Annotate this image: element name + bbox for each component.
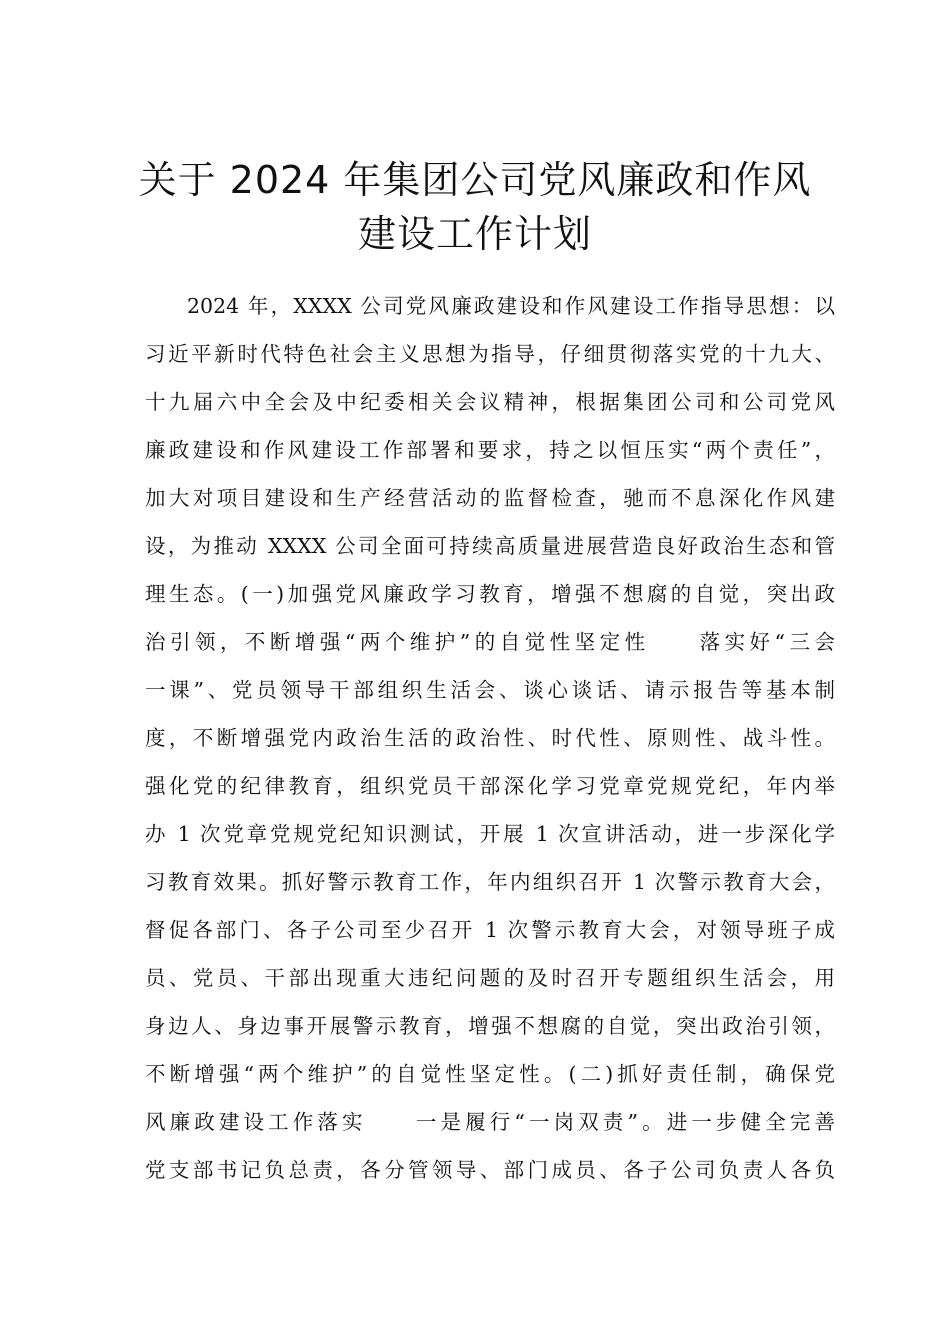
body-line: 习近平新时代特色社会主义思想为指导，仔细贯彻落实党的十九大、 [145,342,835,366]
title-line-1: 关于 2024 年集团公司党风廉政和作风 [138,158,812,203]
body-line: 风廉政建设工作落实 一是履行“一岗双责”。进一步健全完善 [145,1110,835,1134]
body-line: 度，不断增强党内政治生活的政治性、时代性、原则性、战斗性。 [145,726,835,750]
body-line: 治引领，不断增强“两个维护”的自觉性坚定性 落实好“三会 [145,630,835,654]
body-line: 设，为推动 XXXX 公司全面可持续高质量进展营造良好政治生态和管 [145,534,835,558]
body-line: 理生态。(一)加强党风廉政学习教育，增强不想腐的自觉，突出政 [145,582,835,606]
body-line: 2024 年，XXXX 公司党风廉政建设和作风建设工作指导思想：以 [187,294,835,318]
document-body [145,282,835,1194]
body-line: 不断增强“两个维护”的自觉性坚定性。(二)抓好责任制，确保党 [145,1062,835,1086]
body-line: 党支部书记负总责，各分管领导、部门成员、各子公司负责人各负 [145,1158,835,1182]
body-line: 督促各部门、各子公司至少召开 1 次警示教育大会，对领导班子成 [145,918,835,942]
body-line: 习教育效果。抓好警示教育工作，年内组织召开 1 次警示教育大会， [145,870,835,894]
title-line-2: 建设工作计划 [357,212,592,257]
body-line: 十九届六中全会及中纪委相关会议精神，根据集团公司和公司党风 [145,390,835,414]
body-line: 身边人、身边事开展警示教育，增强不想腐的自觉，突出政治引领， [145,1014,835,1038]
body-line: 一课”、党员领导干部组织生活会、谈心谈话、请示报告等基本制 [145,678,835,702]
body-line: 员、党员、干部出现重大违纪问题的及时召开专题组织生活会，用 [145,966,835,990]
body-line: 强化党的纪律教育，组织党员干部深化学习党章党规党纪，年内举 [145,774,835,798]
body-line: 加大对项目建设和生产经营活动的监督检查，驰而不息深化作风建 [145,486,835,510]
body-line: 办 1 次党章党规党纪知识测试，开展 1 次宣讲活动，进一步深化学 [145,822,835,846]
document-title [100,153,850,261]
body-line: 廉政建设和作风建设工作部署和要求，持之以恒压实“两个责任”， [145,438,835,462]
